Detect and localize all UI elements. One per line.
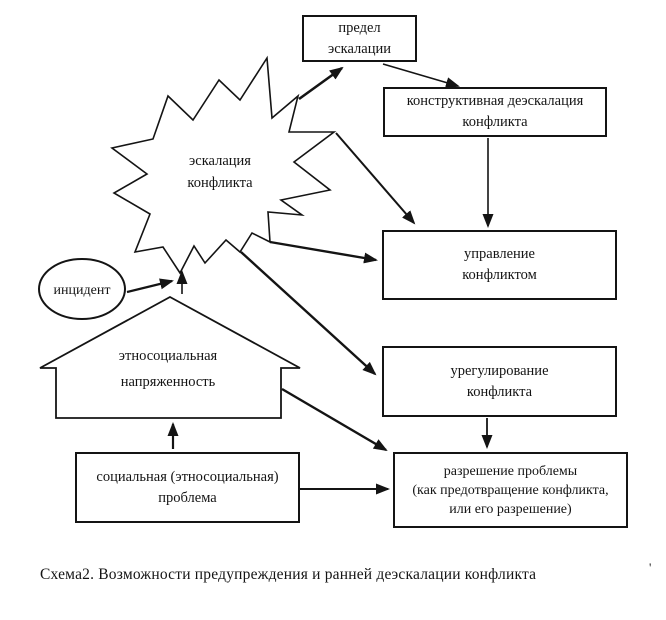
node-constructive-deescalation-line2: конфликта — [462, 114, 528, 130]
node-conflict-management-line2: конфликтом — [462, 267, 537, 283]
node-constructive-deescalation-line1: конструктивная деэскалация — [406, 93, 584, 109]
node-conflict-settlement — [382, 346, 617, 417]
node-problem-resolution-line1: разрешение проблемы — [443, 463, 578, 479]
node-ethnosocial-tension-label — [58, 343, 278, 395]
node-ethnosocial-tension-line2: напряженность — [120, 374, 216, 390]
node-social-problem — [75, 452, 300, 523]
node-incident-label: инцидент — [53, 283, 111, 298]
node-conflict-escalation-line1: эскалация — [189, 153, 251, 169]
arrow-incident-to-escalation — [127, 281, 172, 292]
node-conflict-settlement-line2: конфликта — [466, 383, 533, 400]
arrow-tension-to-resolution — [282, 389, 386, 450]
node-conflict-escalation-line2: конфликта — [187, 175, 253, 191]
diagram-caption: Схема2. Возможности предупреждения и ранней деэскалации конфликта — [40, 566, 537, 583]
node-constructive-deescalation — [383, 87, 607, 137]
node-social-problem-line2: проблема — [158, 489, 217, 506]
node-escalation-limit-line2: эскалации — [328, 40, 391, 57]
node-social-problem-line1: социальная (этносоциальная) — [96, 468, 279, 485]
node-conflict-settlement-line1: урегулирование — [450, 362, 549, 379]
arrow-limit-to-deescalation — [383, 64, 458, 86]
node-problem-resolution-line2: (как предотвращение конфликта, — [412, 482, 609, 498]
node-conflict-management — [382, 230, 617, 300]
node-escalation-limit-line1: предел — [338, 19, 381, 36]
arrow-escalation-to-management-upper — [336, 133, 414, 223]
node-conflict-escalation-label — [150, 150, 290, 194]
stray-tick-mark: ' — [649, 560, 652, 575]
arrow-escalation-to-management-lower — [270, 242, 376, 260]
node-problem-resolution-line3: или его разрешение) — [449, 501, 572, 517]
node-ethnosocial-tension-line1: этносоциальная — [118, 348, 218, 364]
node-escalation-limit — [302, 15, 417, 62]
node-conflict-management-line1: управление — [464, 246, 535, 262]
arrow-escalation-to-limit — [299, 68, 342, 99]
node-problem-resolution — [393, 452, 628, 528]
